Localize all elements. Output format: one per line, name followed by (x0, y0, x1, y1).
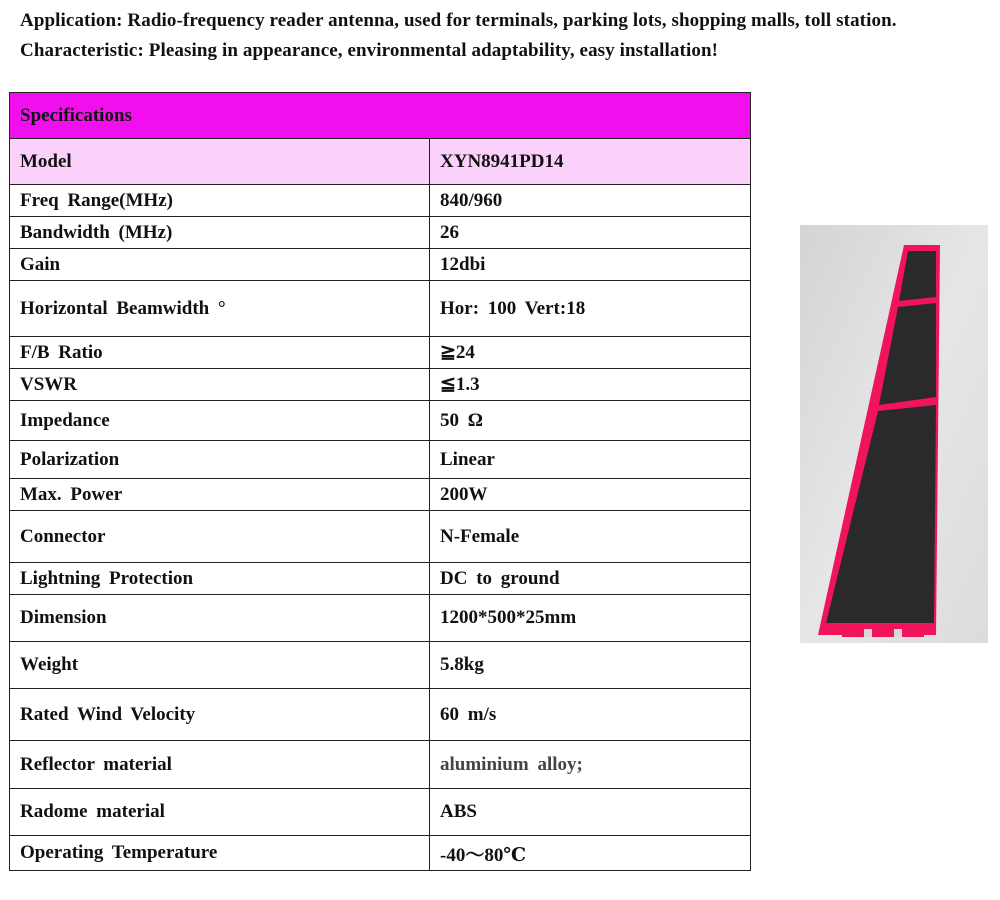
table-row (10, 479, 751, 511)
spec-label: Rated Wind Velocity (10, 689, 430, 741)
spec-value: aluminium alloy; (430, 741, 751, 789)
table-row (10, 369, 751, 401)
spec-label: Weight (10, 642, 430, 689)
table-row (10, 836, 751, 871)
application-line: Application: Radio-frequency reader antenna, used for terminals, parking lots, shopping malls, toll station. (20, 10, 897, 31)
spec-label: Polarization (10, 441, 430, 479)
spec-label: F/B Ratio (10, 337, 430, 369)
spec-label: Bandwidth (MHz) (10, 217, 430, 249)
table-row (10, 789, 751, 836)
table-row (10, 511, 751, 563)
model-value: XYN8941PD14 (430, 139, 751, 185)
table-row (10, 185, 751, 217)
spec-label: Gain (10, 249, 430, 281)
model-label: Model (10, 139, 430, 185)
table-row (10, 595, 751, 642)
table-row (10, 249, 751, 281)
spec-label: Operating Temperature (10, 836, 430, 871)
spec-value: 26 (430, 217, 751, 249)
table-row (10, 401, 751, 441)
table-row (10, 337, 751, 369)
table-row (10, 441, 751, 479)
spec-value: ABS (430, 789, 751, 836)
specifications-table (9, 92, 751, 871)
table-row (10, 689, 751, 741)
connector-gap-right (894, 629, 902, 637)
spec-value: 840/960 (430, 185, 751, 217)
spec-value: Hor: 100 Vert:18 (430, 281, 751, 337)
connector-gap-left (864, 629, 872, 637)
spec-value: N-Female (430, 511, 751, 563)
table-title-row (10, 93, 751, 139)
spec-value: Linear (430, 441, 751, 479)
table-row (10, 642, 751, 689)
table-row (10, 563, 751, 595)
spec-label: Radome material (10, 789, 430, 836)
spec-label: Max. Power (10, 479, 430, 511)
characteristic-line: Characteristic: Pleasing in appearance, environmental adaptability, easy installation! (20, 40, 719, 61)
intro-text (20, 6, 990, 66)
table-title: Specifications (10, 93, 751, 139)
spec-value: 1200*500*25mm (430, 595, 751, 642)
antenna-photo (800, 225, 988, 643)
model-row (10, 139, 751, 185)
spec-value: 60 m/s (430, 689, 751, 741)
spec-label: Lightning Protection (10, 563, 430, 595)
spec-value: DC to ground (430, 563, 751, 595)
spec-value: ≦1.3 (430, 369, 751, 401)
table-row (10, 741, 751, 789)
table-row (10, 217, 751, 249)
table-row (10, 281, 751, 337)
spec-label: Reflector material (10, 741, 430, 789)
spec-label: Freq Range(MHz) (10, 185, 430, 217)
spec-value: 5.8kg (430, 642, 751, 689)
spec-value: 200W (430, 479, 751, 511)
spec-label: VSWR (10, 369, 430, 401)
spec-value: 12dbi (430, 249, 751, 281)
spec-label: Dimension (10, 595, 430, 642)
spec-label: Connector (10, 511, 430, 563)
antenna-connector-middle (872, 627, 894, 637)
antenna-connector-left (842, 627, 864, 637)
spec-label: Impedance (10, 401, 430, 441)
spec-value: 50 Ω (430, 401, 751, 441)
spec-value: ≧24 (430, 337, 751, 369)
spec-value: -40～80℃ (430, 836, 751, 871)
antenna-connector-right (902, 627, 924, 637)
spec-label: Horizontal Beamwidth ° (10, 281, 430, 337)
